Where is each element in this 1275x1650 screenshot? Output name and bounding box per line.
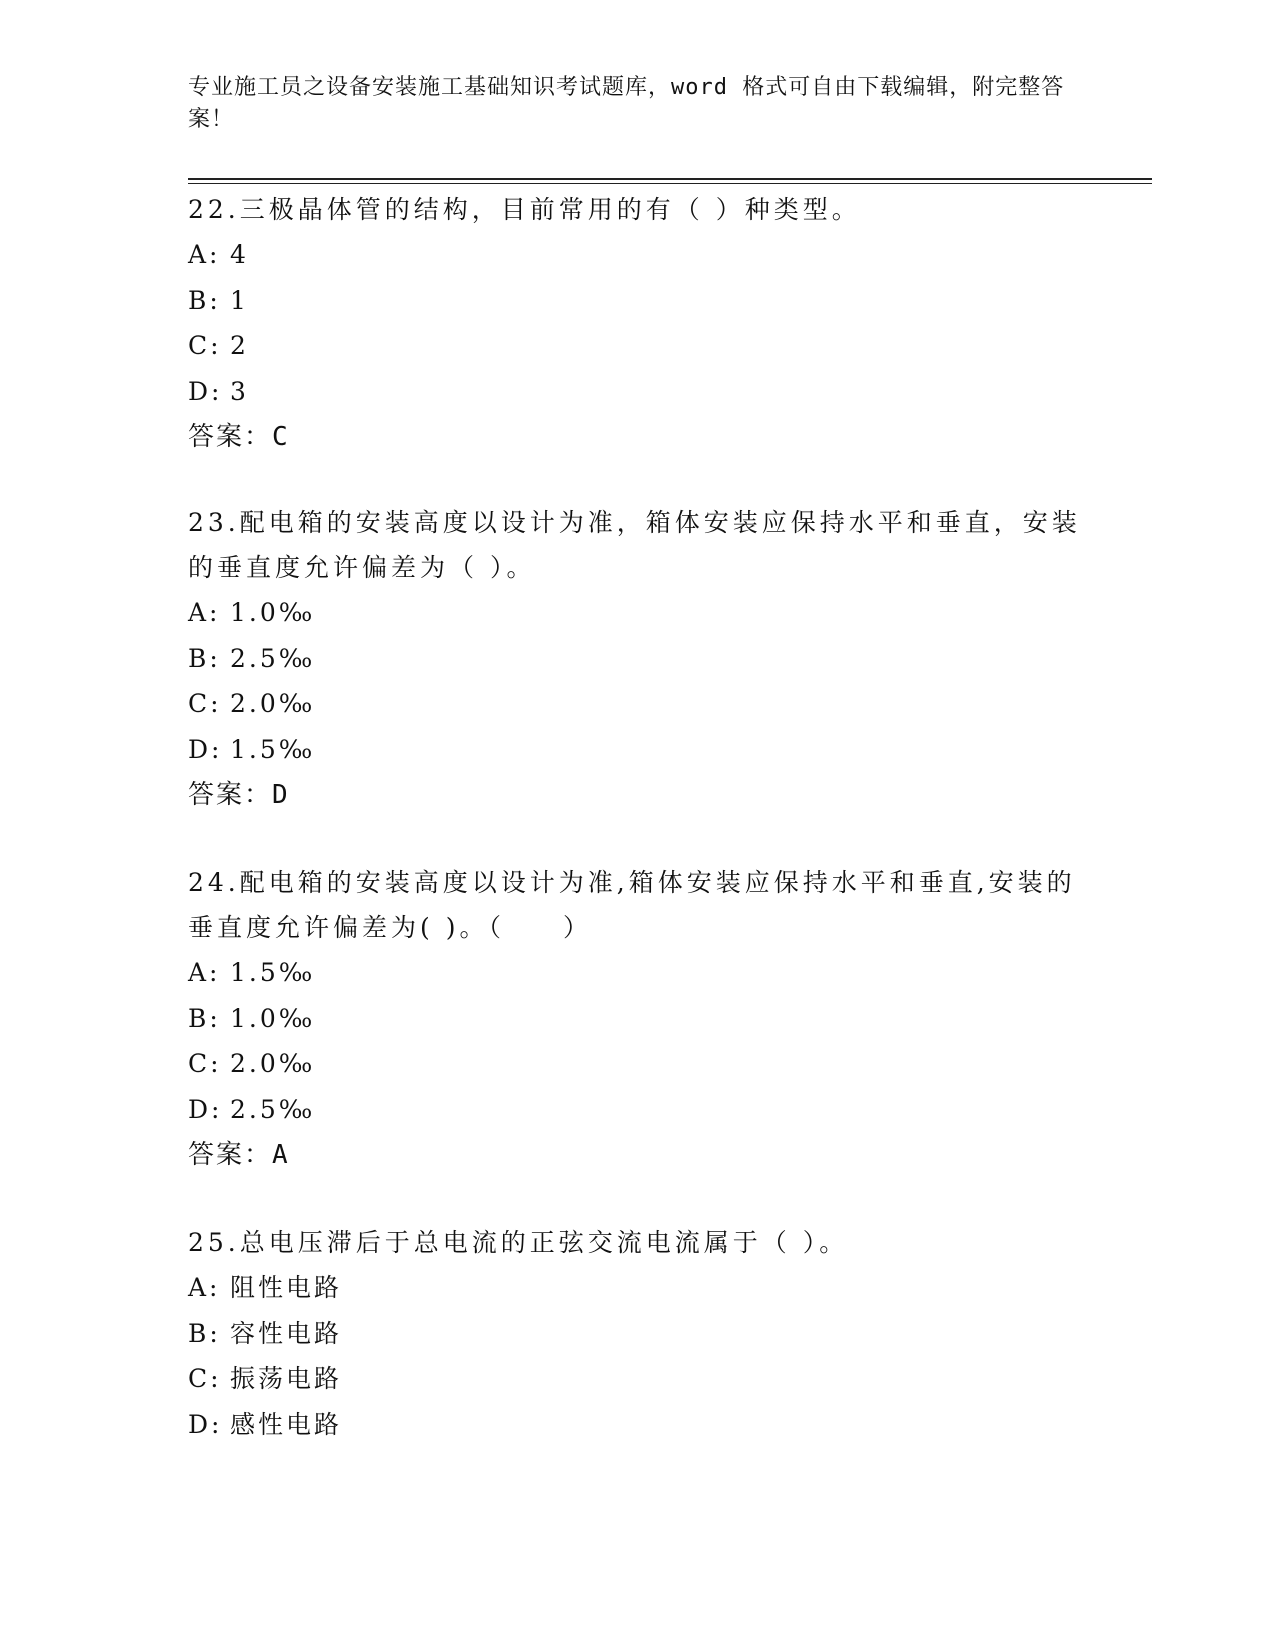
option-value: 容性电路 bbox=[230, 1318, 343, 1348]
option-letter: A: bbox=[188, 1273, 221, 1302]
option-letter: B: bbox=[188, 285, 221, 315]
option-value: 2.0‰ bbox=[230, 1049, 316, 1078]
option-value: 2.5‰ bbox=[230, 643, 316, 673]
option-b bbox=[188, 996, 1088, 1042]
option-letter: D: bbox=[188, 734, 223, 764]
option-c bbox=[188, 323, 1088, 369]
option-c bbox=[188, 681, 1088, 727]
option-value: 3 bbox=[230, 376, 249, 406]
option-letter: B: bbox=[188, 643, 221, 673]
option-letter: C: bbox=[188, 1364, 222, 1393]
option-value: 4 bbox=[230, 240, 249, 269]
answer-value: A bbox=[272, 1140, 290, 1170]
option-letter: B: bbox=[188, 1003, 221, 1033]
question-25 bbox=[188, 1220, 1088, 1447]
question-text: 22.三极晶体管的结构，目前常用的有（ ）种类型。 bbox=[188, 195, 861, 224]
answer-value: C bbox=[272, 422, 290, 452]
option-value: 阻性电路 bbox=[230, 1273, 343, 1302]
option-letter: D: bbox=[188, 1409, 223, 1439]
question-22 bbox=[188, 187, 1088, 460]
option-value: 1.0‰ bbox=[230, 598, 316, 627]
option-letter: C: bbox=[188, 1049, 222, 1078]
option-letter: A: bbox=[188, 958, 221, 987]
option-letter: A: bbox=[188, 240, 221, 269]
answer-label: 答案： bbox=[188, 780, 273, 810]
answer-value: D bbox=[272, 780, 290, 810]
option-value: 1.5‰ bbox=[230, 734, 316, 764]
question-text: 24.配电箱的安装高度以设计为准,箱体安装应保持水平和垂直,安装的垂直度允许偏差为( )。（ ） bbox=[188, 868, 1076, 942]
option-letter: D: bbox=[188, 1094, 223, 1124]
option-b bbox=[188, 1311, 1088, 1357]
question-text: 25.总电压滞后于总电流的正弦交流电流属于（ ）。 bbox=[188, 1228, 849, 1257]
option-a bbox=[188, 232, 1088, 278]
option-d bbox=[188, 727, 1088, 773]
option-value: 1 bbox=[230, 285, 249, 315]
answer-label: 答案： bbox=[188, 422, 273, 452]
option-letter: D: bbox=[188, 376, 223, 406]
option-a bbox=[188, 1265, 1088, 1311]
option-b bbox=[188, 636, 1088, 682]
option-value: 1.0‰ bbox=[230, 1003, 316, 1033]
option-c bbox=[188, 1041, 1088, 1087]
option-a bbox=[188, 950, 1088, 996]
option-value: 1.5‰ bbox=[230, 958, 316, 987]
option-value: 2.5‰ bbox=[230, 1094, 316, 1124]
option-a bbox=[188, 590, 1088, 636]
option-d bbox=[188, 1087, 1088, 1133]
option-d bbox=[188, 369, 1088, 415]
option-letter: C: bbox=[188, 689, 222, 718]
question-23 bbox=[188, 500, 1088, 818]
question-24 bbox=[188, 860, 1088, 1178]
option-value: 2 bbox=[230, 331, 249, 360]
option-value: 感性电路 bbox=[230, 1409, 343, 1439]
document-header: 专业施工员之设备安装施工基础知识考试题库，word 格式可自由下载编辑，附完整答案！ bbox=[188, 75, 1065, 132]
option-value: 振荡电路 bbox=[230, 1364, 343, 1393]
answer bbox=[188, 414, 1088, 460]
option-value: 2.0‰ bbox=[230, 689, 316, 718]
option-d bbox=[188, 1402, 1088, 1448]
option-b bbox=[188, 278, 1088, 324]
answer bbox=[188, 772, 1088, 818]
answer-label: 答案： bbox=[188, 1140, 273, 1170]
option-c bbox=[188, 1356, 1088, 1402]
question-text: 23.配电箱的安装高度以设计为准，箱体安装应保持水平和垂直，安装的垂直度允许偏差为（ ）。 bbox=[188, 508, 1081, 582]
option-letter: A: bbox=[188, 598, 221, 627]
option-letter: C: bbox=[188, 331, 222, 360]
option-letter: B: bbox=[188, 1318, 221, 1348]
header-divider bbox=[188, 178, 1152, 184]
answer bbox=[188, 1132, 1088, 1178]
